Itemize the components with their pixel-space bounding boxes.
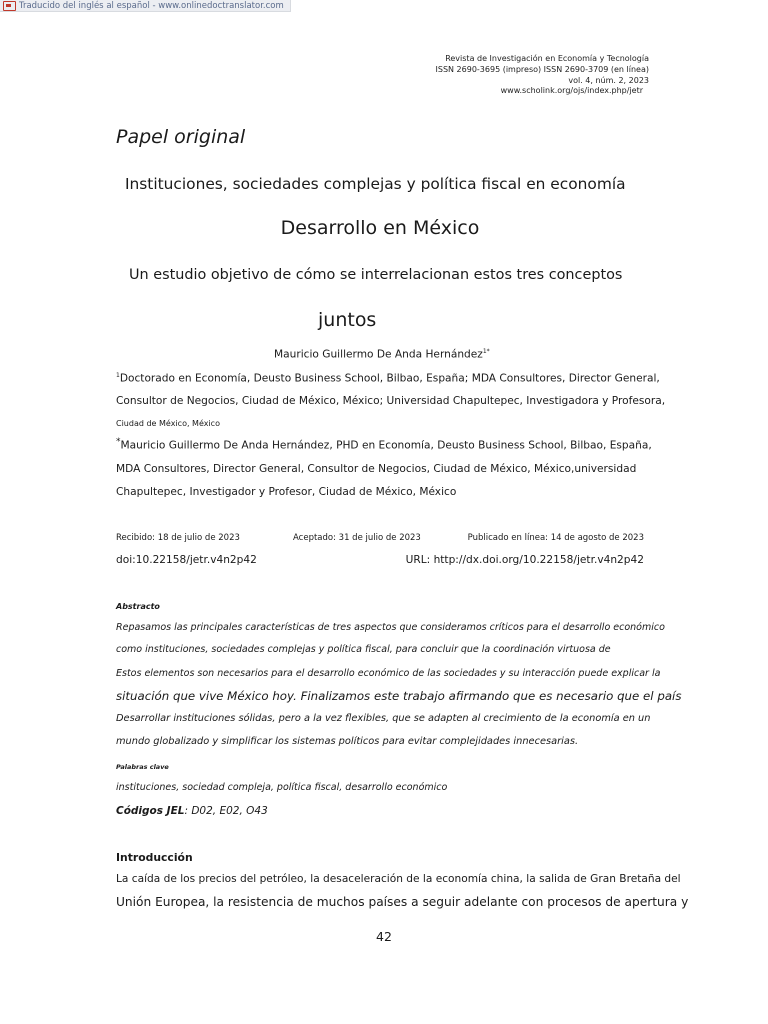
journal-name: Revista de Investigación en Economía y Tecnología bbox=[445, 54, 649, 63]
document-translate-icon bbox=[3, 1, 16, 11]
abstract-line: como instituciones, sociedades complejas y política fiscal, para concluir que la coordinación virtuosa de bbox=[116, 644, 611, 655]
abstract-line: mundo globalizado y simplificar los sistemas políticos para evitar complejidades innecesarias. bbox=[116, 736, 579, 747]
author-name: Mauricio Guillermo De Anda Hernández bbox=[274, 348, 483, 361]
affiliation-line-3: Ciudad de México, México bbox=[116, 419, 220, 428]
title-line-1: Instituciones, sociedades complejas y política fiscal en economía bbox=[125, 175, 626, 193]
doi[interactable]: doi:10.22158/jetr.v4n2p42 bbox=[116, 554, 257, 566]
affiliation-mark: 1 bbox=[116, 372, 120, 379]
introduction-line-1: La caída de los precios del petróleo, la desaceleración de la economía china, la salida de Gran Bretaña del bbox=[116, 873, 681, 885]
abstract-heading: Abstracto bbox=[116, 602, 160, 611]
subtitle-line-2: juntos bbox=[318, 309, 377, 331]
title-line-2: Desarrollo en México bbox=[280, 217, 480, 239]
doi-url-link[interactable]: URL: http://dx.doi.org/10.22158/jetr.v4n2p42 bbox=[405, 554, 644, 566]
abstract-line: Estos elementos son necesarios para el desarrollo económico de las sociedades y su interacción puede explicar la bbox=[116, 668, 661, 679]
translator-banner[interactable] bbox=[0, 0, 291, 12]
journal-issn: ISSN 2690-3695 (impreso) ISSN 2690-3709 (en línea) bbox=[435, 65, 649, 74]
abstract-line: situación que vive México hoy. Finalizamos este trabajo afirmando que es necesario que el país bbox=[116, 689, 682, 703]
received-date: Recibido: 18 de julio de 2023 bbox=[116, 533, 240, 543]
keywords-text: instituciones, sociedad compleja, política fiscal, desarrollo económico bbox=[116, 782, 448, 793]
introduction-heading: Introducción bbox=[116, 851, 193, 864]
correspondence-mark: * bbox=[116, 437, 121, 447]
keywords-heading: Palabras clave bbox=[116, 763, 169, 771]
published-date: Publicado en línea: 14 de agosto de 2023 bbox=[467, 533, 644, 543]
accepted-date: Aceptado: 31 de julio de 2023 bbox=[293, 533, 421, 543]
correspondence-line-3: Chapultepec, Investigador y Profesor, Ciudad de México, México bbox=[116, 486, 457, 498]
jel-text: : D02, E02, O43 bbox=[184, 805, 268, 817]
author-line bbox=[274, 348, 490, 361]
affiliation-line-1: $^1$Doctorado en Economía, Deusto Business School, Bilbao, España; MDA Consultores, Director General, bbox=[116, 372, 660, 385]
page-number: 42 bbox=[376, 929, 392, 944]
jel-label: Códigos JEL bbox=[116, 805, 185, 817]
banner-text[interactable]: Traducido del inglés al español - www.onlinedoctranslator.com bbox=[19, 0, 284, 11]
affiliation-line-2: Consultor de Negocios, Ciudad de México, México; Universidad Chapultepec, Investigadora y Profesora, bbox=[116, 395, 666, 407]
author-marks: 1* bbox=[482, 348, 490, 355]
journal-volume: vol. 4, núm. 2, 2023 bbox=[568, 76, 649, 85]
jel-codes bbox=[116, 805, 268, 817]
introduction-line-2: Unión Europea, la resistencia de muchos países a seguir adelante con procesos de apertura y bbox=[116, 895, 689, 909]
abstract-line: Repasamos las principales características de tres aspectos que consideramos críticos para el desarrollo económico bbox=[116, 622, 665, 633]
correspondence-line-2: MDA Consultores, Director General, Consultor de Negocios, Ciudad de México, México,universidad bbox=[116, 463, 637, 475]
abstract-line: Desarrollar instituciones sólidas, pero a la vez flexibles, que se adapten al crecimiento de la economía en un bbox=[116, 713, 651, 724]
subtitle-line-1: Un estudio objetivo de cómo se interrelacionan estos tres conceptos bbox=[129, 267, 623, 283]
paper-type: Papel original bbox=[116, 126, 246, 148]
correspondence-line-1: *Mauricio Guillermo De Anda Hernández, PHD en Economía, Deusto Business School, Bilbao, España, bbox=[116, 437, 652, 452]
journal-url: www.scholink.org/ojs/index.php/jetr bbox=[500, 86, 643, 95]
